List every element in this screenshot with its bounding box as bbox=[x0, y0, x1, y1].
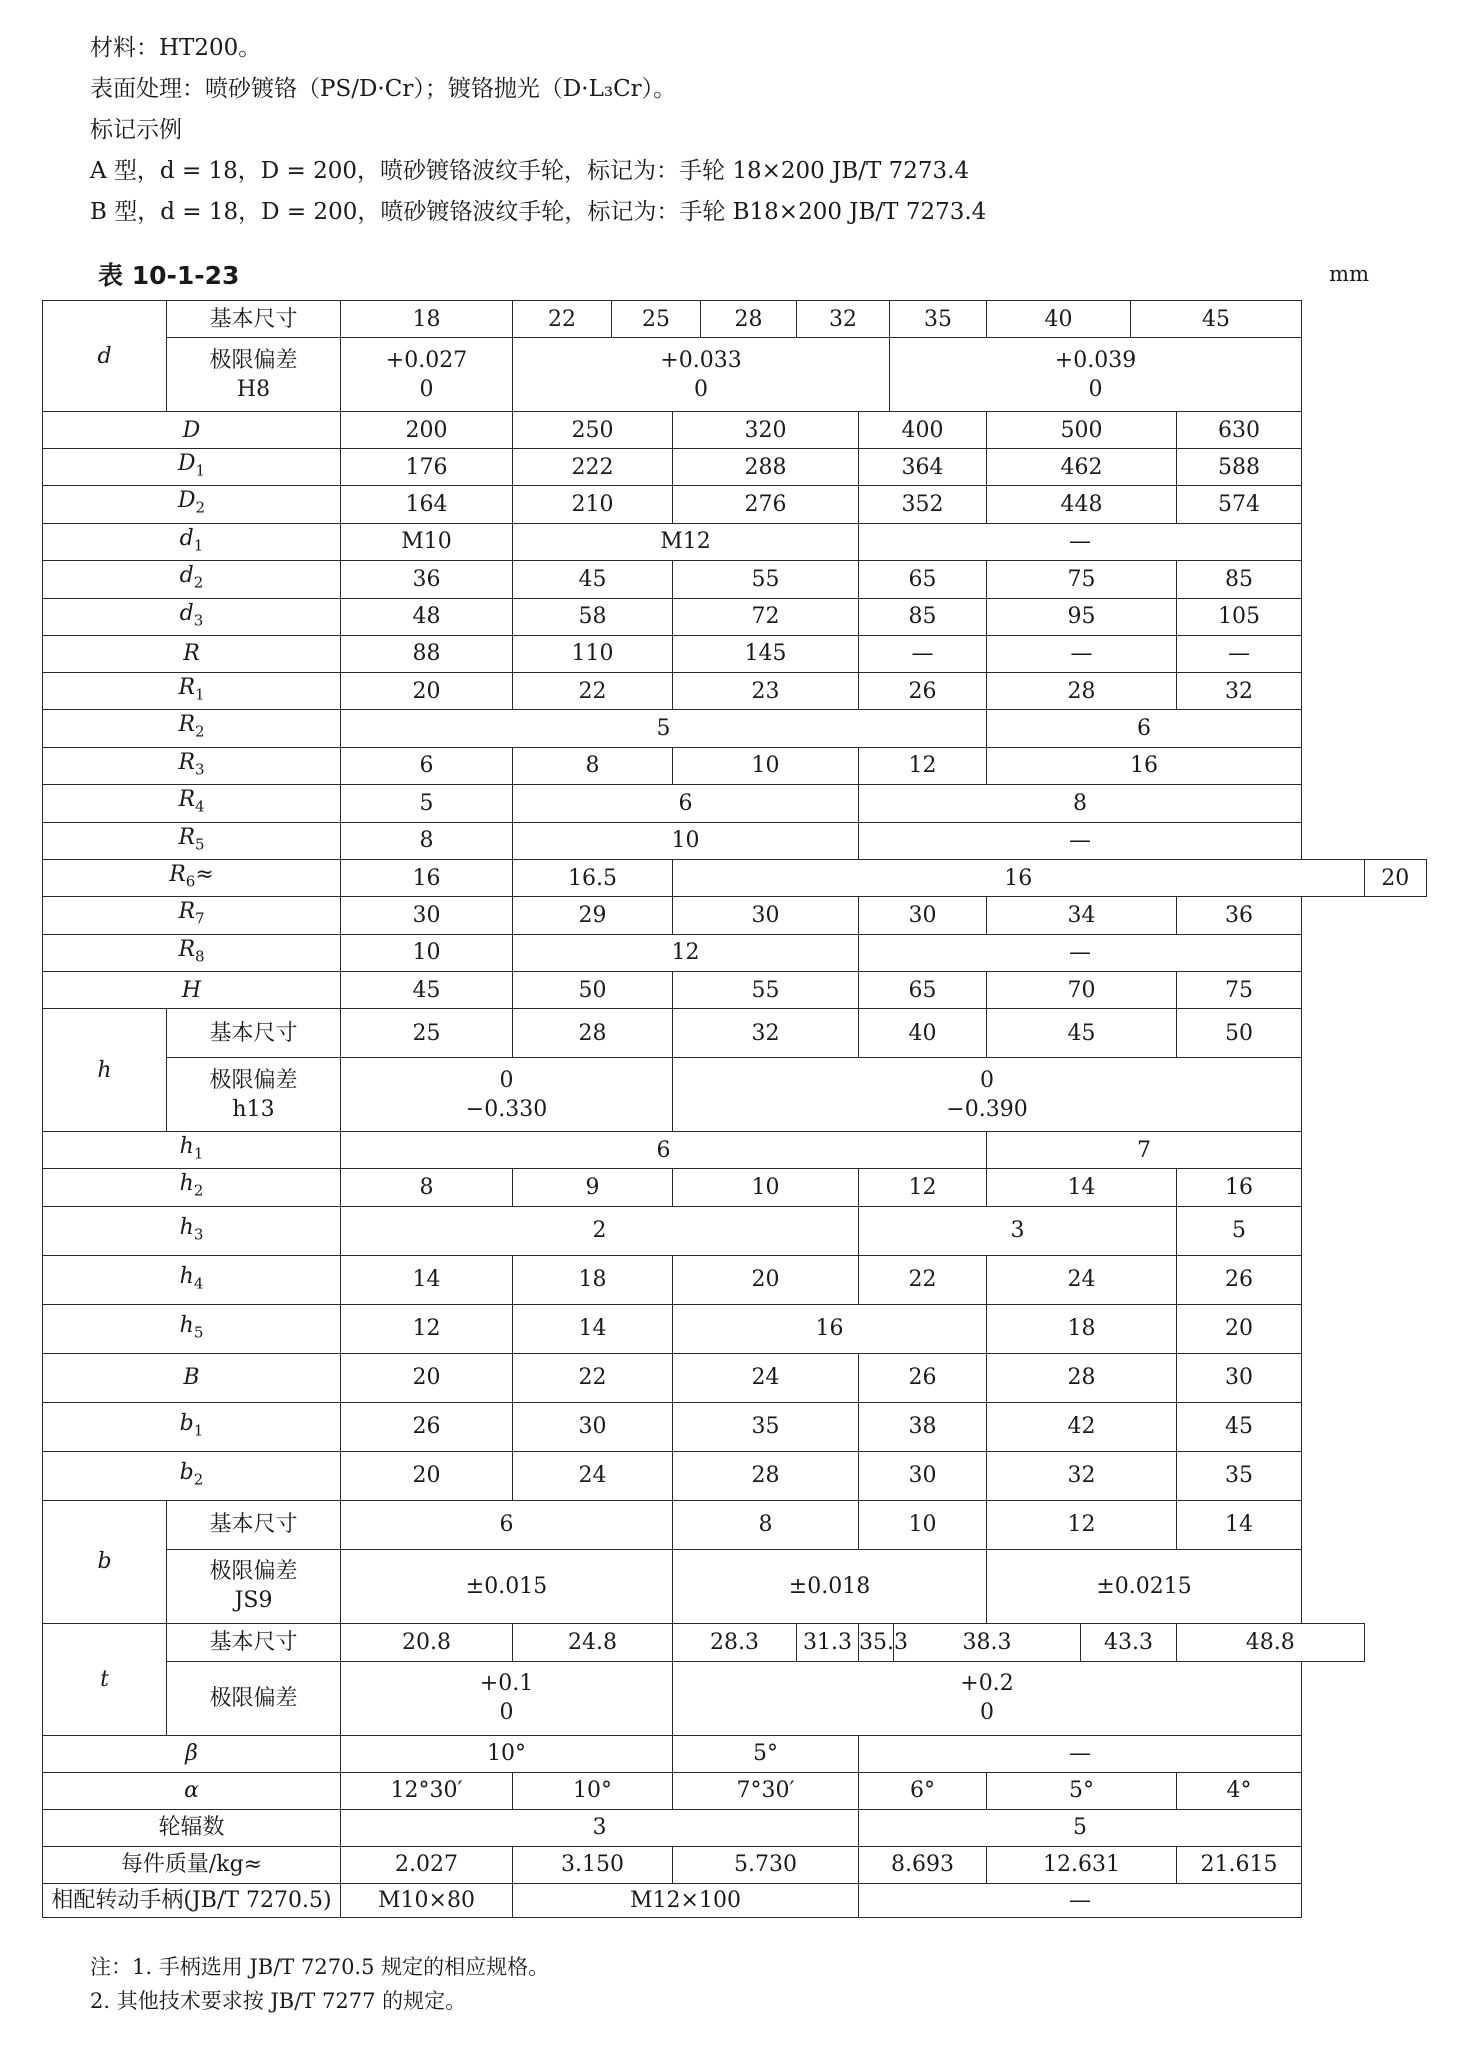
table-cell: 35 bbox=[1177, 1451, 1302, 1500]
table-cell: 24 bbox=[987, 1255, 1177, 1304]
table-row bbox=[43, 934, 1427, 971]
table-cell: 18 bbox=[513, 1255, 673, 1304]
table-cell: — bbox=[859, 1735, 1302, 1772]
table-cell: 45 bbox=[1131, 301, 1302, 338]
table-cell: 12.631 bbox=[987, 1846, 1177, 1883]
table-cell: ±0.0215 bbox=[987, 1549, 1302, 1623]
table-cell: 72 bbox=[673, 598, 859, 635]
table-row bbox=[43, 338, 1427, 412]
table-row bbox=[43, 1206, 1427, 1255]
table-cell: 5 bbox=[341, 710, 987, 747]
table-cell: 32 bbox=[673, 1009, 859, 1058]
table-row bbox=[43, 1255, 1427, 1304]
table-cell: 164 bbox=[341, 486, 513, 523]
table-cell: 28 bbox=[513, 1009, 673, 1058]
row-label-b: b bbox=[43, 1500, 167, 1623]
table-cell: +0.2 0 bbox=[673, 1661, 1302, 1735]
material-line: 材料：HT200。 bbox=[90, 35, 262, 61]
table-row bbox=[43, 1009, 1427, 1058]
table-cell: 448 bbox=[987, 486, 1177, 523]
table-cell: 145 bbox=[673, 635, 859, 672]
row-label-h: h bbox=[43, 1009, 167, 1132]
table-cell: 28.3 bbox=[673, 1623, 797, 1661]
row-label-h1: $h_1$ bbox=[43, 1132, 341, 1169]
table-row bbox=[43, 1304, 1427, 1353]
table-cell: 6 bbox=[987, 710, 1302, 747]
table-cell: 22 bbox=[859, 1255, 987, 1304]
example-b-line: B 型，d = 18，D = 200，喷砂镀铬波纹手轮，标记为：手轮 B18×200 JB/T 7273.4 bbox=[90, 199, 987, 225]
table-row bbox=[43, 1169, 1427, 1206]
table-cell: 32 bbox=[797, 301, 890, 338]
table-cell: 88 bbox=[341, 635, 513, 672]
table-cell: 8 bbox=[341, 822, 513, 859]
table-cell: 28 bbox=[673, 1451, 859, 1500]
row-label-b1: $b_1$ bbox=[43, 1402, 341, 1451]
row-label-H: H bbox=[43, 972, 341, 1009]
basic-size-label: 基本尺寸 bbox=[167, 301, 341, 338]
note-2: 2. 其他技术要求按 JB/T 7277 的规定。 bbox=[90, 1989, 467, 2013]
table-cell: 70 bbox=[987, 972, 1177, 1009]
table-cell: 31.3 bbox=[797, 1623, 859, 1661]
row-label-h4: $h_4$ bbox=[43, 1255, 341, 1304]
tolerance-label-h13: 极限偏差 h13 bbox=[167, 1058, 341, 1132]
table-cell: 24 bbox=[513, 1451, 673, 1500]
table-cell: 500 bbox=[987, 412, 1177, 449]
basic-size-label: 基本尺寸 bbox=[167, 1500, 341, 1549]
table-cell: 26 bbox=[859, 672, 987, 709]
table-cell: 400 bbox=[859, 412, 987, 449]
table-cell: 10 bbox=[673, 1169, 859, 1206]
table-row bbox=[43, 822, 1427, 859]
table-caption: 表 10-1-23 bbox=[98, 261, 240, 290]
row-label-t: t bbox=[43, 1623, 167, 1735]
table-cell: 32 bbox=[987, 1451, 1177, 1500]
table-cell: +0.033 0 bbox=[513, 338, 890, 412]
table-cell: 288 bbox=[673, 449, 859, 486]
table-cell: 276 bbox=[673, 486, 859, 523]
table-row bbox=[43, 859, 1427, 896]
table-cell: 23 bbox=[673, 672, 859, 709]
table-cell: 105 bbox=[1177, 598, 1302, 635]
table-cell: 222 bbox=[513, 449, 673, 486]
table-row bbox=[43, 1132, 1427, 1169]
table-row bbox=[43, 1883, 1427, 1917]
table-cell: 26 bbox=[859, 1353, 987, 1402]
table-cell: 3.150 bbox=[513, 1846, 673, 1883]
table-row bbox=[43, 1402, 1427, 1451]
table-cell: 55 bbox=[673, 972, 859, 1009]
table-cell: 10 bbox=[673, 747, 859, 784]
table-row bbox=[43, 523, 1427, 560]
table-cell: 24.8 bbox=[513, 1623, 673, 1661]
table-cell: 95 bbox=[987, 598, 1177, 635]
table-cell: 462 bbox=[987, 449, 1177, 486]
table-row bbox=[43, 1772, 1427, 1809]
table-cell: 35 bbox=[673, 1402, 859, 1451]
table-cell: 38 bbox=[859, 1402, 987, 1451]
table-cell: 2.027 bbox=[341, 1846, 513, 1883]
tolerance-label: 极限偏差 bbox=[167, 1661, 341, 1735]
row-label-d1: $d_1$ bbox=[43, 523, 341, 560]
table-row bbox=[43, 1846, 1427, 1883]
table-cell: 5 bbox=[859, 1809, 1302, 1846]
table-cell: M12 bbox=[513, 523, 859, 560]
table-cell: 45 bbox=[987, 1009, 1177, 1058]
table-unit: mm bbox=[1329, 262, 1369, 286]
row-label-h2: $h_2$ bbox=[43, 1169, 341, 1206]
table-cell: 75 bbox=[987, 561, 1177, 598]
table-row bbox=[43, 1353, 1427, 1402]
table-row bbox=[43, 561, 1427, 598]
table-row bbox=[43, 1809, 1427, 1846]
table-cell: 320 bbox=[673, 412, 859, 449]
example-a-line: A 型，d = 18，D = 200，喷砂镀铬波纹手轮，标记为：手轮 18×200 JB/T 7273.4 bbox=[90, 158, 970, 184]
row-label-spokes: 轮辐数 bbox=[43, 1809, 341, 1846]
table-notes bbox=[90, 1950, 549, 2018]
note-1: 注：1. 手柄选用 JB/T 7270.5 规定的相应规格。 bbox=[90, 1955, 550, 1979]
basic-size-label: 基本尺寸 bbox=[167, 1009, 341, 1058]
table-cell: 40 bbox=[859, 1009, 987, 1058]
table-cell: 20.8 bbox=[341, 1623, 513, 1661]
table-cell: 30 bbox=[341, 897, 513, 934]
table-cell: M12×100 bbox=[513, 1883, 859, 1917]
table-cell: 20 bbox=[1177, 1304, 1302, 1353]
table-cell: 176 bbox=[341, 449, 513, 486]
table-cell: 6 bbox=[341, 1500, 673, 1549]
table-row bbox=[43, 1500, 1427, 1549]
table-cell: 65 bbox=[859, 561, 987, 598]
table-cell: 5° bbox=[673, 1735, 859, 1772]
table-cell: 8 bbox=[859, 785, 1302, 822]
table-cell: 6 bbox=[341, 1132, 987, 1169]
row-label-d2: $d_2$ bbox=[43, 561, 341, 598]
table-cell: 352 bbox=[859, 486, 987, 523]
table-cell: 45 bbox=[341, 972, 513, 1009]
row-label-h3: $h_3$ bbox=[43, 1206, 341, 1255]
row-label-R3: $R_3$ bbox=[43, 747, 341, 784]
table-cell: +0.027 0 bbox=[341, 338, 513, 412]
table-cell: 7°30′ bbox=[673, 1772, 859, 1809]
table-cell: 16 bbox=[341, 859, 513, 896]
table-cell: 26 bbox=[341, 1402, 513, 1451]
table-cell: +0.039 0 bbox=[890, 338, 1302, 412]
row-label-h5: $h_5$ bbox=[43, 1304, 341, 1353]
table-cell: 6 bbox=[341, 747, 513, 784]
table-row bbox=[43, 1058, 1427, 1132]
table-cell: 6 bbox=[513, 785, 859, 822]
row-label-b2: $b_2$ bbox=[43, 1451, 341, 1500]
example-title: 标记示例 bbox=[90, 117, 182, 143]
table-cell: 21.615 bbox=[1177, 1846, 1302, 1883]
table-cell: 10° bbox=[513, 1772, 673, 1809]
table-cell: 9 bbox=[513, 1169, 673, 1206]
table-cell: 50 bbox=[1177, 1009, 1302, 1058]
table-cell: 14 bbox=[341, 1255, 513, 1304]
table-cell: 30 bbox=[513, 1402, 673, 1451]
table-cell: 36 bbox=[341, 561, 513, 598]
table-cell: — bbox=[859, 1883, 1302, 1917]
table-cell: 3 bbox=[859, 1206, 1177, 1255]
row-label-R6: $R_6\approx$ bbox=[43, 859, 341, 896]
table-cell: 5 bbox=[1177, 1206, 1302, 1255]
table-cell: 25 bbox=[612, 301, 701, 338]
table-cell: 16 bbox=[987, 747, 1302, 784]
table-cell: 12 bbox=[859, 747, 987, 784]
row-label-D2: $D_2$ bbox=[43, 486, 341, 523]
table-cell: 4° bbox=[1177, 1772, 1302, 1809]
table-row bbox=[43, 412, 1427, 449]
row-label-B: B bbox=[43, 1353, 341, 1402]
table-cell: 50 bbox=[513, 972, 673, 1009]
table-cell: 20 bbox=[673, 1255, 859, 1304]
table-cell: 43.3 bbox=[1081, 1623, 1177, 1661]
table-cell: 22 bbox=[513, 672, 673, 709]
table-row bbox=[43, 1661, 1427, 1735]
row-label-R: R bbox=[43, 635, 341, 672]
table-cell: ±0.018 bbox=[673, 1549, 987, 1623]
table-cell: — bbox=[987, 635, 1177, 672]
table-cell: 10 bbox=[341, 934, 513, 971]
table-cell: 16.5 bbox=[513, 859, 673, 896]
table-cell: 55 bbox=[673, 561, 859, 598]
table-cell: 28 bbox=[987, 1353, 1177, 1402]
table-cell: 16 bbox=[673, 859, 1365, 896]
table-cell: 16 bbox=[673, 1304, 987, 1353]
table-cell: 574 bbox=[1177, 486, 1302, 523]
table-cell: 588 bbox=[1177, 449, 1302, 486]
table-cell: 45 bbox=[513, 561, 673, 598]
row-label-R5: $R_5$ bbox=[43, 822, 341, 859]
table-cell: — bbox=[859, 822, 1302, 859]
table-cell: 58 bbox=[513, 598, 673, 635]
table-row bbox=[43, 598, 1427, 635]
table-row bbox=[43, 710, 1427, 747]
table-cell: 14 bbox=[1177, 1500, 1302, 1549]
table-row bbox=[43, 635, 1427, 672]
table-cell: 12 bbox=[341, 1304, 513, 1353]
table-cell: 34 bbox=[987, 897, 1177, 934]
table-cell: 28 bbox=[987, 672, 1177, 709]
table-cell: 10 bbox=[513, 822, 859, 859]
table-cell: 630 bbox=[1177, 412, 1302, 449]
table-cell: 40 bbox=[987, 301, 1131, 338]
table-cell: 85 bbox=[859, 598, 987, 635]
row-label-R7: $R_7$ bbox=[43, 897, 341, 934]
table-cell: 10° bbox=[341, 1735, 673, 1772]
table-cell: 18 bbox=[987, 1304, 1177, 1353]
table-cell: 42 bbox=[987, 1402, 1177, 1451]
table-cell: 35 bbox=[890, 301, 987, 338]
table-cell: 110 bbox=[513, 635, 673, 672]
row-label-R1: $R_1$ bbox=[43, 672, 341, 709]
tolerance-label-h8: 极限偏差 H8 bbox=[167, 338, 341, 412]
table-row bbox=[43, 1735, 1427, 1772]
table-cell: 8 bbox=[673, 1500, 859, 1549]
tolerance-label-js9: 极限偏差 JS9 bbox=[167, 1549, 341, 1623]
table-cell: 12 bbox=[513, 934, 859, 971]
basic-size-label: 基本尺寸 bbox=[167, 1623, 341, 1661]
table-cell: 28 bbox=[701, 301, 797, 338]
table-cell: 12 bbox=[987, 1500, 1177, 1549]
table-cell: M10 bbox=[341, 523, 513, 560]
row-label-beta: β bbox=[43, 1735, 341, 1772]
table-cell: 20 bbox=[341, 672, 513, 709]
intro-text bbox=[90, 28, 1390, 233]
table-cell: — bbox=[1177, 635, 1302, 672]
surface-treatment-line: 表面处理：喷砂镀铬（PS/D·Cr）；镀铬抛光（D·L₃Cr）。 bbox=[90, 76, 677, 102]
table-cell: 35.3 bbox=[859, 1623, 894, 1661]
table-cell: — bbox=[859, 934, 1302, 971]
table-cell: 0 −0.330 bbox=[341, 1058, 673, 1132]
table-cell: 36 bbox=[1177, 897, 1302, 934]
table-cell: 14 bbox=[513, 1304, 673, 1353]
row-label-d: d bbox=[43, 301, 167, 412]
table-cell: 20 bbox=[341, 1353, 513, 1402]
table-cell: 6° bbox=[859, 1772, 987, 1809]
table-cell: 30 bbox=[1177, 1353, 1302, 1402]
table-cell: 29 bbox=[513, 897, 673, 934]
table-row bbox=[43, 301, 1427, 338]
table-cell: 0 −0.390 bbox=[673, 1058, 1302, 1132]
table-cell: 20 bbox=[1364, 859, 1427, 896]
row-label-R4: $R_4$ bbox=[43, 785, 341, 822]
table-cell: 65 bbox=[859, 972, 987, 1009]
row-label-D1: $D_1$ bbox=[43, 449, 341, 486]
table-cell: 3 bbox=[341, 1809, 859, 1846]
table-row bbox=[43, 785, 1427, 822]
row-label-R2: $R_2$ bbox=[43, 710, 341, 747]
table-cell: 26 bbox=[1177, 1255, 1302, 1304]
table-cell: 38.3 bbox=[894, 1623, 1081, 1661]
table-cell: 30 bbox=[859, 1451, 987, 1500]
table-cell: 12 bbox=[859, 1169, 987, 1206]
table-row bbox=[43, 747, 1427, 784]
table-cell: 45 bbox=[1177, 1402, 1302, 1451]
row-label-R8: $R_8$ bbox=[43, 934, 341, 971]
row-label-alpha: α bbox=[43, 1772, 341, 1809]
table-cell: 8.693 bbox=[859, 1846, 987, 1883]
table-row bbox=[43, 1451, 1427, 1500]
table-cell: 210 bbox=[513, 486, 673, 523]
table-cell: 48 bbox=[341, 598, 513, 635]
table-cell: 250 bbox=[513, 412, 673, 449]
table-cell: 32 bbox=[1177, 672, 1302, 709]
table-cell: ±0.015 bbox=[341, 1549, 673, 1623]
table-cell: 7 bbox=[987, 1132, 1302, 1169]
table-cell: 8 bbox=[513, 747, 673, 784]
table-cell: 25 bbox=[341, 1009, 513, 1058]
table-cell: 2 bbox=[341, 1206, 859, 1255]
table-cell: M10×80 bbox=[341, 1883, 513, 1917]
table-cell: 200 bbox=[341, 412, 513, 449]
table-cell: 24 bbox=[673, 1353, 859, 1402]
table-cell: 14 bbox=[987, 1169, 1177, 1206]
table-cell: 5° bbox=[987, 1772, 1177, 1809]
table-cell: 18 bbox=[341, 301, 513, 338]
table-cell: 75 bbox=[1177, 972, 1302, 1009]
row-label-D: D bbox=[43, 412, 341, 449]
row-label-handle: 相配转动手柄(JB/T 7270.5) bbox=[43, 1883, 341, 1917]
table-cell: 48.8 bbox=[1177, 1623, 1365, 1661]
table-cell: 22 bbox=[513, 301, 612, 338]
table-cell: 22 bbox=[513, 1353, 673, 1402]
table-row bbox=[43, 486, 1427, 523]
table-row bbox=[43, 972, 1427, 1009]
table-row bbox=[43, 672, 1427, 709]
table-cell: — bbox=[859, 635, 987, 672]
table-cell: +0.1 0 bbox=[341, 1661, 673, 1735]
table-row bbox=[43, 1549, 1427, 1623]
spec-table bbox=[42, 300, 1427, 1918]
table-row bbox=[43, 449, 1427, 486]
table-cell: 30 bbox=[859, 897, 987, 934]
row-label-d3: $d_3$ bbox=[43, 598, 341, 635]
table-cell: 20 bbox=[341, 1451, 513, 1500]
table-cell: 10 bbox=[859, 1500, 987, 1549]
table-cell: 364 bbox=[859, 449, 987, 486]
table-row bbox=[43, 1623, 1427, 1661]
table-cell: 16 bbox=[1177, 1169, 1302, 1206]
row-label-mass: 每件质量/kg≈ bbox=[43, 1846, 341, 1883]
table-row bbox=[43, 897, 1427, 934]
table-cell: 85 bbox=[1177, 561, 1302, 598]
table-cell: — bbox=[859, 523, 1302, 560]
table-cell: 12°30′ bbox=[341, 1772, 513, 1809]
table-cell: 8 bbox=[341, 1169, 513, 1206]
table-cell: 5 bbox=[341, 785, 513, 822]
table-cell: 5.730 bbox=[673, 1846, 859, 1883]
table-cell: 30 bbox=[673, 897, 859, 934]
